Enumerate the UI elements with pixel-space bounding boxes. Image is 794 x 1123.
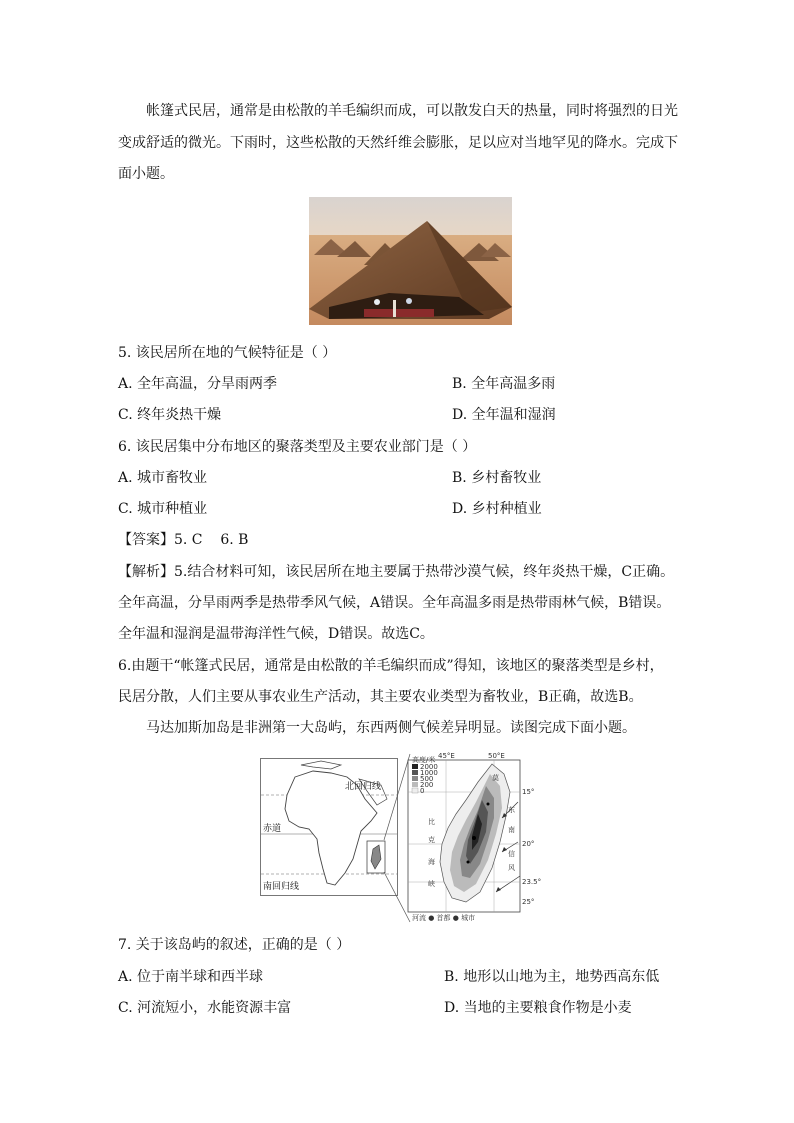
- label-lon-50: 50°E: [488, 752, 505, 760]
- q6-option-a[interactable]: A. 城市畜牧业: [118, 470, 208, 486]
- label-lat-15: 15°: [522, 788, 535, 796]
- q5-option-c[interactable]: C. 终年炎热干燥: [118, 407, 222, 423]
- label-lon-45: 45°E: [438, 752, 455, 760]
- legend-bottom: 河流 ● 首都 ● 城市: [412, 914, 476, 922]
- label-wind-3: 信: [508, 850, 515, 858]
- label-lat-25: 25°: [522, 898, 535, 906]
- legend-title: 高度/米: [412, 756, 436, 764]
- q7-option-c[interactable]: C. 河流短小，水能资源丰富: [118, 1000, 292, 1016]
- legend-200: 200: [420, 781, 434, 789]
- label-lat-20: 20°: [522, 840, 535, 848]
- label-sea-2: 比: [428, 818, 435, 826]
- answer-text: 5. C 6. B: [174, 532, 249, 548]
- legend-0: 0: [420, 787, 425, 795]
- analysis-line-3: 全年温和湿润是温带海洋性气候，D错误。故选C。: [118, 626, 434, 642]
- label-tropic-north: 北回归线: [345, 782, 382, 792]
- analysis-line-2: 全年高温，分旱雨两季是热带季风气候，A错误。全年高温多雨是热带雨林气候，B错误。: [118, 595, 671, 611]
- tent-photo: [309, 197, 512, 325]
- label-tropic-south: 南回归线: [263, 882, 300, 892]
- answer-tag: 【答案】: [118, 532, 174, 548]
- label-sea-4: 海: [428, 858, 435, 866]
- intro-line-2: 变成舒适的微光。下雨时，这些松散的天然纤维会膨胀，足以应对当地罕见的降水。完成下: [118, 135, 678, 151]
- q7-option-b[interactable]: B. 地形以山地为主，地势西高东低: [444, 969, 660, 985]
- q5-option-b[interactable]: B. 全年高温多雨: [452, 376, 556, 392]
- africa-map: [260, 758, 398, 896]
- q6-option-c[interactable]: C. 城市种植业: [118, 501, 208, 517]
- madagascar-map: [408, 752, 542, 922]
- q5-option-a[interactable]: A. 全年高温，分旱雨两季: [118, 376, 278, 392]
- q7-option-a[interactable]: A. 位于南半球和西半球: [118, 969, 264, 985]
- intro-line-3: 面小题。: [118, 166, 174, 182]
- q5-option-d[interactable]: D. 全年温和湿润: [452, 407, 556, 423]
- label-sea-5: 峡: [428, 880, 435, 888]
- q6-stem: 6. 该民居集中分布地区的聚落类型及主要农业部门是（ ）: [118, 439, 477, 455]
- intro-line-1: 帐篷式民居，通常是由松散的羊毛编织而成，可以散发白天的热量，同时将强烈的日光: [146, 103, 678, 119]
- q5-stem: 5. 该民居所在地的气候特征是（ ）: [118, 345, 337, 361]
- legend-2000: 2000: [420, 763, 438, 771]
- analysis-text-1: 5.结合材料可知，该民居所在地主要属于热带沙漠气候，终年炎热干燥，C正确。: [174, 564, 675, 580]
- label-sea-1: 莫: [492, 774, 499, 782]
- label-sea-3: 克: [428, 836, 435, 844]
- label-lat-23: 23.5°: [522, 878, 542, 886]
- label-equator: 赤道: [263, 824, 282, 834]
- analysis-line-1: [118, 562, 674, 582]
- label-wind-2: 南: [508, 826, 515, 834]
- q7-stem: 7. 关于该岛屿的叙述，正确的是（ ）: [118, 937, 351, 953]
- legend-1000: 1000: [420, 769, 438, 777]
- analysis-line-5: 民居分散，人们主要从事农业生产活动，其主要农业类型为畜牧业，B正确，故选B。: [118, 689, 643, 705]
- label-wind-4: 风: [508, 864, 515, 872]
- q6-option-d[interactable]: D. 乡村种植业: [452, 501, 542, 517]
- q7-option-d[interactable]: D. 当地的主要粮食作物是小麦: [444, 1000, 632, 1016]
- label-wind-1: 东: [508, 806, 515, 814]
- analysis-tag: 【解析】: [118, 564, 174, 580]
- intro2: 马达加斯加岛是非洲第一大岛屿，东西两侧气候差异明显。读图完成下面小题。: [146, 720, 636, 736]
- analysis-line-4: 6.由题干“帐篷式民居，通常是由松散的羊毛编织而成”得知，该地区的聚落类型是乡村，: [118, 658, 664, 674]
- q6-option-b[interactable]: B. 乡村畜牧业: [452, 470, 542, 486]
- answer-block: [118, 530, 248, 550]
- legend-500: 500: [420, 775, 434, 783]
